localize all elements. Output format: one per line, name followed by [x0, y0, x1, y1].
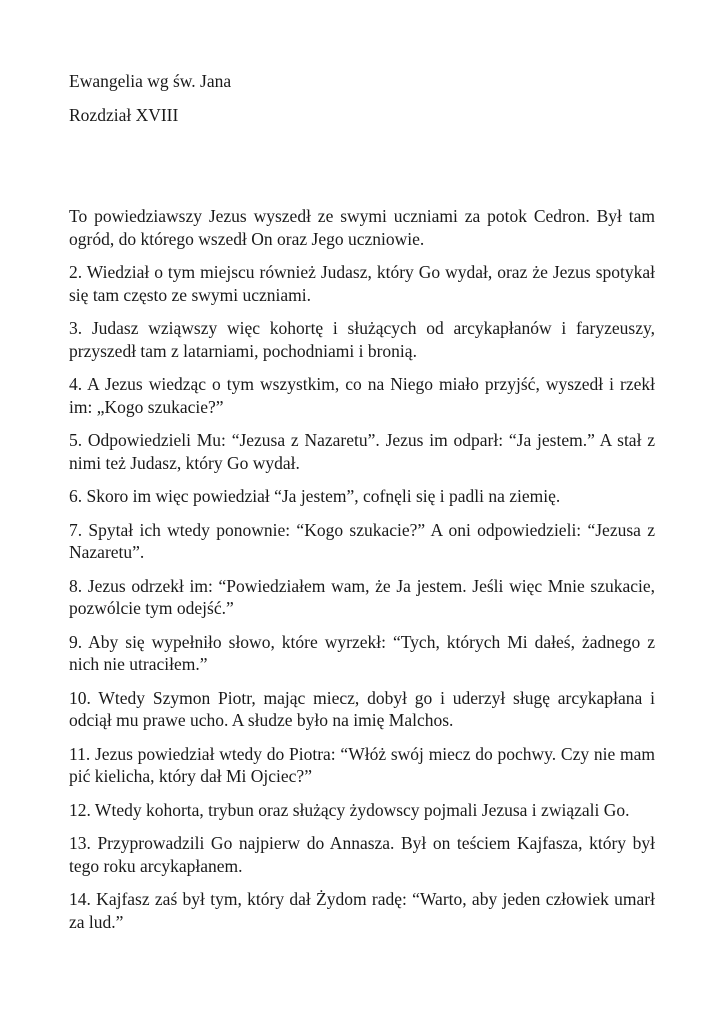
verse-13: 13. Przyprowadzili Go najpierw do Annasza. Był on teściem Kajfasza, który był tego roku arcykapłanem. — [69, 833, 655, 876]
verse-3: 3. Judasz wziąwszy więc kohortę i służących od arcykapłanów i faryzeuszy, przyszedł tam z latarniami, pochodniami i bronią. — [69, 318, 655, 361]
verse-11: 11. Jezus powiedział wtedy do Piotra: “Włóż swój miecz do pochwy. Czy nie mam pić kielicha, który dał Mi Ojciec?” — [69, 743, 655, 786]
verse-1: To powiedziawszy Jezus wyszedł ze swymi uczniami za potok Cedron. Był tam ogród, do którego wszedł On oraz Jego uczniowie. — [69, 206, 655, 249]
verse-8: 8. Jezus odrzekł im: “Powiedziałem wam, że Ja jestem. Jeśli więc Mnie szukacie, pozwólcie tym odejść.” — [69, 575, 655, 618]
verse-4: 4. A Jezus wiedząc o tym wszystkim, co na Niego miało przyjść, wyszedł i rzekł im: „Kogo szukacie?” — [69, 374, 655, 417]
verse-2: 2. Wiedział o tym miejscu również Judasz, który Go wydał, oraz że Jezus spotykał się tam często ze swymi uczniami. — [69, 262, 655, 305]
verse-12: 12. Wtedy kohorta, trybun oraz służący żydowscy pojmali Jezusa i związali Go. — [69, 799, 630, 820]
verse-10: 10. Wtedy Szymon Piotr, mając miecz, dobył go i uderzył sługę arcykapłana i odciął mu prawe ucho. A słudze było na imię Malchos. — [69, 687, 655, 730]
chapter-title: Rozdział XVIII — [69, 105, 179, 125]
verse-5: 5. Odpowiedzieli Mu: “Jezusa z Nazaretu”. Jezus im odparł: “Ja jestem.” A stał z nimi też Judasz, który Go wydał. — [69, 430, 655, 473]
verse-7: 7. Spytał ich wtedy ponownie: “Kogo szukacie?” A oni odpowiedzieli: “Jezusa z Nazaretu”. — [69, 519, 655, 562]
verse-14: 14. Kajfasz zaś był tym, który dał Żydom radę: “Warto, aby jeden człowiek umarł za lud.” — [69, 889, 655, 932]
verse-6: 6. Skoro im więc powiedział “Ja jestem”, cofnęli się i padli na ziemię. — [69, 486, 561, 506]
book-title: Ewangelia wg św. Jana — [69, 71, 232, 91]
verse-list — [69, 205, 655, 944]
verse-9: 9. Aby się wypełniło słowo, które wyrzekł: “Tych, których Mi dałeś, żadnego z nich nie utraciłem.” — [69, 631, 655, 674]
